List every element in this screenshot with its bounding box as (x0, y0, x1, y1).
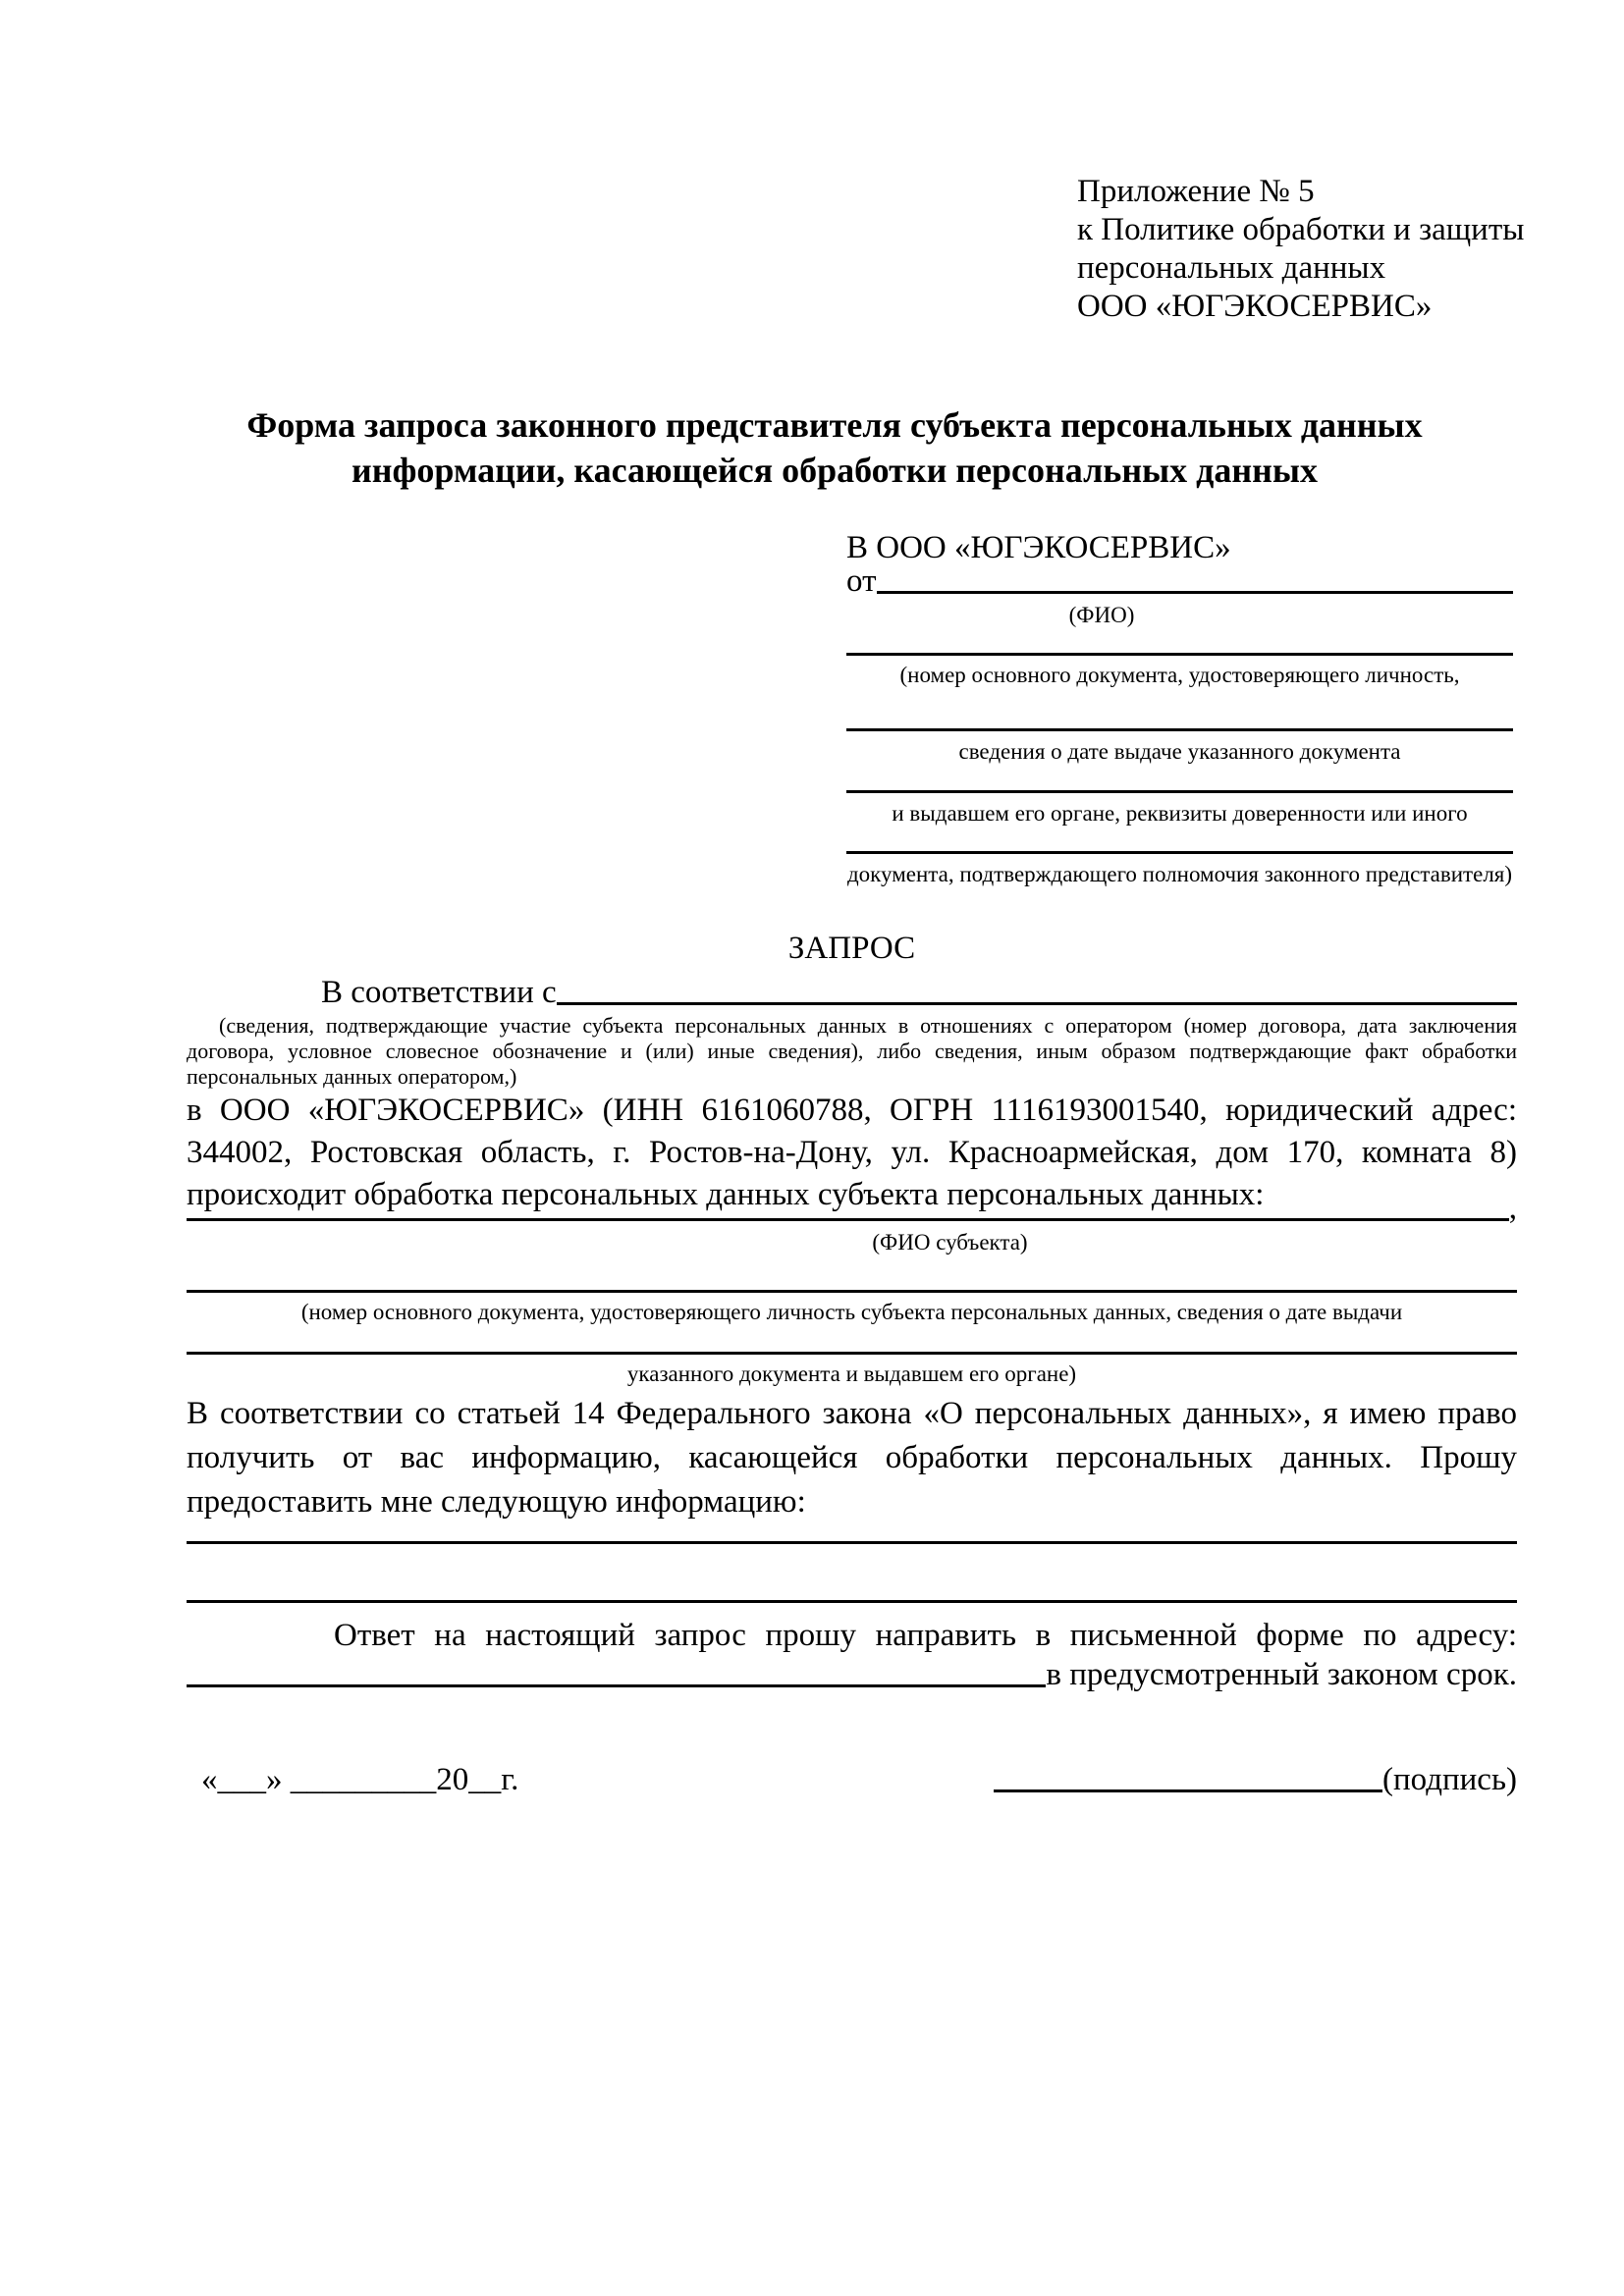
subject-fio-caption: (ФИО субъекта) (872, 1230, 1028, 1255)
accordance-label: В соответствии с (321, 975, 557, 1010)
appendix-header-line-2: к Политике обработки и защиты (1077, 212, 1525, 247)
document-title (147, 402, 1522, 493)
appendix-header-line-3: персональных данных (1077, 250, 1386, 286)
representative-doc-caption-2: сведения о дате выдаче указанного документа (958, 739, 1401, 764)
appendix-header-line-1: Приложение № 5 (1077, 174, 1315, 209)
subject-doc-blank-line-1 (187, 1290, 1517, 1293)
representative-doc-blank-line-4 (846, 851, 1513, 854)
request-heading: ЗАПРОС (787, 931, 916, 966)
operator-paragraph: в ООО «ЮГЭКОСЕРВИС» (ИНН 6161060788, ОГРН 1116193001540, юридический адрес: 344002, Ростовская область, г. Ростов-на-Дону, ул. Красноармейская, дом 170, комната 8) происходит обработка персональных данных субъекта персональных данных: (187, 1093, 1517, 1212)
signature-area (994, 1762, 1517, 1798)
representative-doc-blank-line-1 (846, 653, 1513, 656)
signature-blank-line (994, 1789, 1382, 1792)
representative-doc-caption-3: и выдавшем его органе, реквизиты доверенности или иного (892, 801, 1468, 826)
law-paragraph: В соответствии со статьей 14 Федерального закона «О персональных данных», я имею право получить от вас информацию, касающейся обработки персональных данных. Прошу предоставить мне следующую информацию: (187, 1396, 1517, 1520)
representative-doc-caption-4: документа, подтверждающего полномочия законного представителя) (846, 862, 1513, 886)
from-label: от (846, 563, 877, 599)
subject-fio-comma: , (1508, 1191, 1517, 1226)
accordance-row (321, 975, 1517, 1011)
addressee-to: В ООО «ЮГЭКОСЕРВИС» (846, 530, 1231, 565)
subject-doc-caption-2: указанного документа и выдавшем его органе) (626, 1362, 1077, 1386)
from-blank-line (877, 591, 1514, 594)
information-blank-line-2 (187, 1600, 1517, 1603)
accordance-blank-line (557, 1002, 1517, 1005)
appendix-header (1077, 173, 1548, 326)
signature-row (201, 1762, 1517, 1798)
subject-doc-blank-line-2 (187, 1352, 1517, 1355)
date-line: «___» _________20__г. (201, 1762, 519, 1797)
representative-doc-blank-line-3 (846, 790, 1513, 793)
fio-caption: (ФИО) (1068, 603, 1135, 627)
document-title-line-2: информации, касающейся обработки персональных данных (352, 451, 1318, 490)
representative-doc-blank-line-2 (846, 728, 1513, 731)
information-blank-line-1 (187, 1541, 1517, 1544)
signature-caption: (подпись) (1382, 1762, 1517, 1797)
subject-doc-caption-1: (номер основного документа, удостоверяющего личность субъекта персональных данных, сведения о дате выдачи (300, 1300, 1403, 1324)
document-title-line-1: Форма запроса законного представителя субъекта персональных данных (246, 405, 1423, 445)
subject-fio-blank-line (187, 1218, 1509, 1221)
reply-paragraph: Ответ на настоящий запрос прошу направить в письменной форме по адресу: (334, 1618, 1517, 1653)
accordance-note: (сведения, подтверждающие участие субъекта персональных данных в отношениях с оператором (номер договора, дата заключения договора, условное словесное обозначение и (или) иные сведения), либо сведения, иным образом подтверждающие факт обработки персональных данных оператором,) (187, 1013, 1517, 1089)
subject-fio-row (187, 1191, 1517, 1227)
reply-address-blank-line (187, 1684, 1046, 1687)
representative-doc-caption-1: (номер основного документа, удостоверяющего личность, (899, 663, 1460, 687)
reply-address-row (187, 1657, 1517, 1693)
reply-suffix: в предусмотренный законом срок. (1046, 1657, 1517, 1692)
appendix-header-line-4: ООО «ЮГЭКОСЕРВИС» (1077, 289, 1433, 324)
from-field-row (846, 563, 1513, 600)
